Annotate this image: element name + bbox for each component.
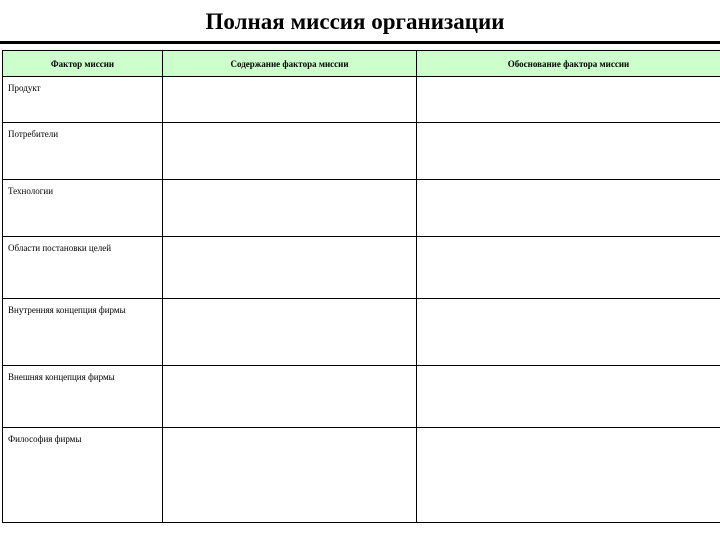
justification-cell[interactable] xyxy=(417,299,720,366)
table-row xyxy=(3,299,720,366)
row-label-external-concept: Внешняя концепция фирмы xyxy=(3,366,163,428)
row-label-goal-areas: Области постановки целей xyxy=(3,237,163,299)
row-label-consumers: Потребители xyxy=(3,123,163,180)
justification-cell[interactable] xyxy=(417,237,720,299)
table-row xyxy=(3,77,720,123)
justification-cell[interactable] xyxy=(417,366,720,428)
content-cell[interactable] xyxy=(163,237,417,299)
table-row xyxy=(3,180,720,237)
table-header-row xyxy=(3,51,720,77)
title-underline xyxy=(0,41,720,44)
mission-table xyxy=(2,50,720,523)
justification-cell[interactable] xyxy=(417,428,720,523)
table-row xyxy=(3,237,720,299)
content-cell[interactable] xyxy=(163,77,417,123)
header-content: Содержание фактора миссии xyxy=(163,51,417,77)
row-label-internal-concept: Внутренняя концепция фирмы xyxy=(3,299,163,366)
content-cell[interactable] xyxy=(163,428,417,523)
table-row xyxy=(3,123,720,180)
table-row xyxy=(3,428,720,523)
row-label-technologies: Технологии xyxy=(3,180,163,237)
row-label-philosophy: Философия фирмы xyxy=(3,428,163,523)
table-row xyxy=(3,366,720,428)
justification-cell[interactable] xyxy=(417,77,720,123)
content-cell[interactable] xyxy=(163,366,417,428)
row-label-product: Продукт xyxy=(3,77,163,123)
content-cell[interactable] xyxy=(163,123,417,180)
content-cell[interactable] xyxy=(163,180,417,237)
content-cell[interactable] xyxy=(163,299,417,366)
header-factor: Фактор миссии xyxy=(3,51,163,77)
page-title: Полная миссия организации xyxy=(205,9,505,34)
header-justification: Обоснование фактора миссии xyxy=(417,51,720,77)
justification-cell[interactable] xyxy=(417,180,720,237)
justification-cell[interactable] xyxy=(417,123,720,180)
